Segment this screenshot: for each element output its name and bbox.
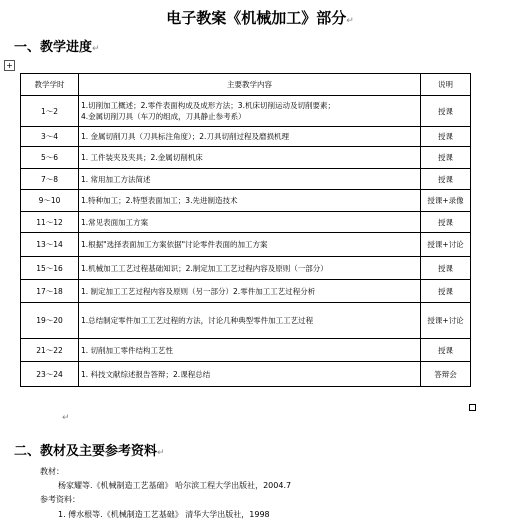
table-row: [21, 147, 471, 169]
cell-content: 1. 科技文献综述报告答辩；2.课程总结: [79, 362, 421, 387]
column-header: 教学学时: [21, 74, 79, 96]
cell-content: 1. 常用加工方法简述: [79, 169, 421, 190]
cell-content: 1.总结制定零件加工工艺过程的方法，讨论几种典型零件加工工艺过程: [79, 303, 421, 339]
cell-note: 授课: [421, 257, 471, 280]
cell-content: 1.常见表面加工方案: [79, 212, 421, 233]
cell-content: 1. 制定加工工艺过程内容及原则（另一部分）2.零件加工工艺过程分析: [79, 280, 421, 303]
cell-note: 授课: [421, 127, 471, 147]
cell-hours: 3～4: [21, 127, 79, 147]
textbook-entry: 杨家耀等.《机械制造工艺基础》 哈尔滨工程大学出版社，2004.7: [58, 481, 292, 490]
reference-label: 参考资料：: [40, 495, 80, 504]
table-row: [21, 303, 471, 339]
section-heading-schedule: 一、教学进度↵: [14, 40, 100, 55]
cell-note: 授课+讨论: [421, 233, 471, 257]
table-row: [21, 362, 471, 387]
cell-content: 1.机械加工工艺过程基础知识；2.制定加工工艺过程内容及原则（一部分）: [79, 257, 421, 280]
table-header-row: [21, 74, 471, 96]
cell-note: 授课: [421, 280, 471, 303]
cell-note: 授课+讨论: [421, 303, 471, 339]
cell-content: 1.切削加工概述；2.零件表面构成及成形方法；3.机床切削运动及切削要素； 4.金属切削刀具（车刀的组成，刀具静止参考系）: [79, 96, 421, 127]
table-row: [21, 233, 471, 257]
cell-hours: 7～8: [21, 169, 79, 190]
table-resize-handle-icon[interactable]: [469, 404, 476, 411]
cell-note: 授课: [421, 339, 471, 362]
cell-hours: 11～12: [21, 212, 79, 233]
cell-note: 授课: [421, 96, 471, 127]
cell-hours: 23～24: [21, 362, 79, 387]
cell-note: 答辩会: [421, 362, 471, 387]
document-title: 电子教案《机械加工》部分↵: [166, 9, 354, 27]
cell-note: 授课+录像: [421, 190, 471, 212]
table-row: [21, 190, 471, 212]
cell-hours: 15～16: [21, 257, 79, 280]
table-row: [21, 280, 471, 303]
cell-hours: 19～20: [21, 303, 79, 339]
column-header: 说明: [421, 74, 471, 96]
cell-content: 1.根据"选择表面加工方案依据"讨论零件表面的加工方案: [79, 233, 421, 257]
table-row: [21, 169, 471, 190]
cell-content: 1. 工件装夹及夹具；2.金属切削机床: [79, 147, 421, 169]
reference-entry: 1. 傅水根等.《机械制造工艺基础》 清华大学出版社，1998: [58, 510, 270, 519]
cell-hours: 9～10: [21, 190, 79, 212]
cell-note: 授课: [421, 147, 471, 169]
table-row: [21, 257, 471, 280]
table-row: [21, 96, 471, 127]
cell-content: 1. 切削加工零件结构工艺性: [79, 339, 421, 362]
cell-hours: 21～22: [21, 339, 79, 362]
table-move-handle-icon[interactable]: +: [4, 60, 15, 71]
cell-note: 授课: [421, 169, 471, 190]
cell-note: 授课: [421, 212, 471, 233]
cell-hours: 17～18: [21, 280, 79, 303]
cell-hours: 1～2: [21, 96, 79, 127]
table-row: [21, 127, 471, 147]
table-row: [21, 212, 471, 233]
column-header: 主要教学内容: [79, 74, 421, 96]
cell-content: 1.特种加工；2.特型表面加工；3.先进制造技术: [79, 190, 421, 212]
cell-hours: 13～14: [21, 233, 79, 257]
cell-content: 1. 金属切削刀具（刀具标注角度）；2.刀具切削过程及磨损机理: [79, 127, 421, 147]
schedule-table: [20, 73, 471, 387]
section-heading-references: 二、教材及主要参考资料↵: [14, 444, 165, 459]
textbook-label: 教材：: [40, 467, 64, 476]
cell-hours: 5～6: [21, 147, 79, 169]
paragraph-mark-icon: ↵: [62, 413, 70, 423]
table-row: [21, 339, 471, 362]
